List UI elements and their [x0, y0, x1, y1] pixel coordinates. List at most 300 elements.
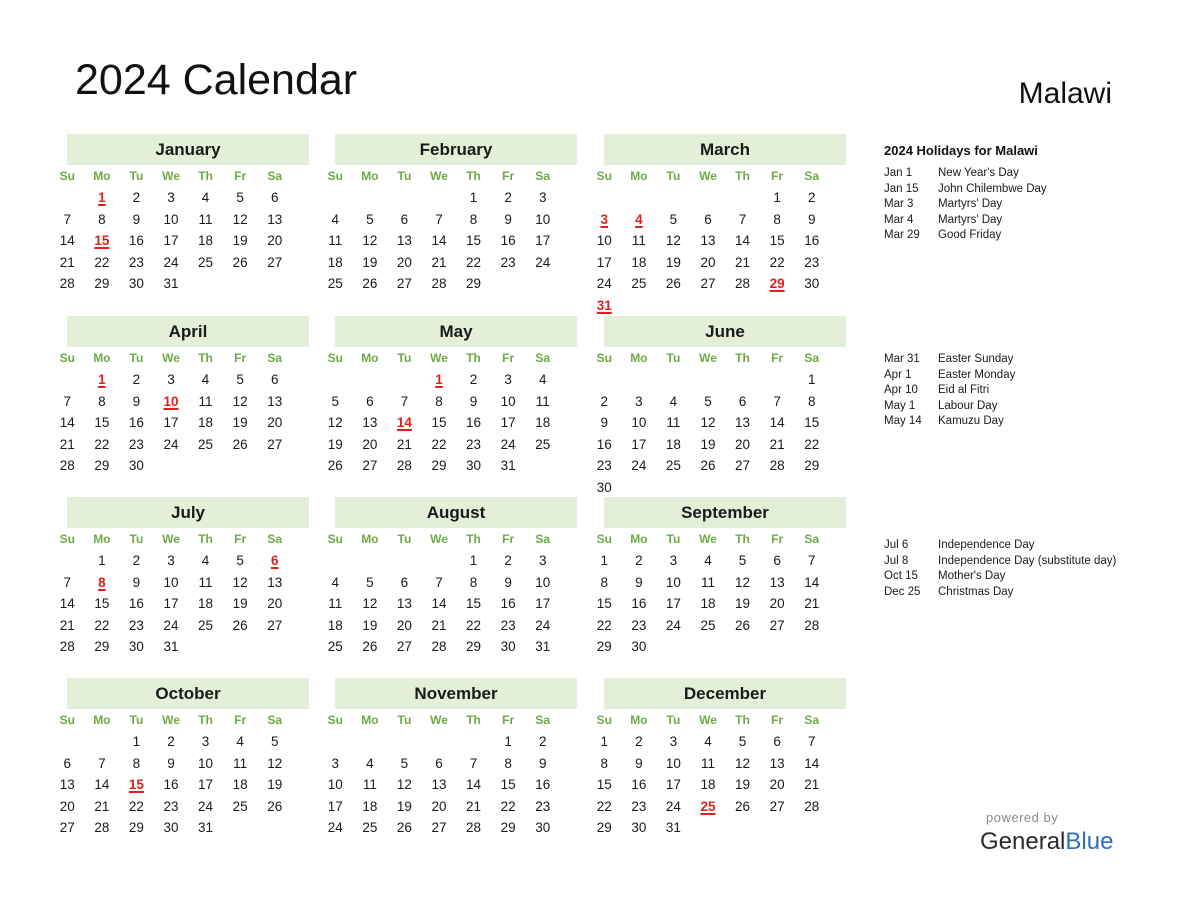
day-cell: 18	[327, 254, 343, 270]
day-cell: 9	[635, 574, 643, 590]
day-cell: 19	[735, 596, 751, 612]
weekday-label: Su	[327, 532, 343, 546]
day-cell: 7	[63, 574, 72, 590]
weekday-label: Fr	[502, 169, 515, 183]
weekday-label: We	[430, 169, 448, 183]
day-cell: 4	[236, 734, 244, 749]
holiday-name: Christmas Day	[938, 585, 1014, 598]
weekday-label: Th	[198, 713, 213, 727]
day-cell: 15	[500, 777, 516, 793]
weekday-label: Su	[59, 532, 75, 546]
day-cell: 12	[232, 393, 248, 409]
holiday-entry	[884, 538, 1164, 554]
weekday-label: Fr	[502, 713, 515, 727]
day-cell: 17	[163, 596, 179, 612]
day-cell: 14	[431, 596, 447, 612]
day-cell: 8	[504, 755, 512, 771]
holiday-name: New Year's Day	[938, 167, 1019, 179]
month-header: April	[67, 316, 309, 347]
day-cell: 27	[769, 617, 785, 633]
month-header: December	[604, 678, 846, 709]
empty-cell	[760, 369, 795, 391]
day-cell: 11	[198, 393, 213, 409]
empty-cell	[691, 369, 726, 391]
holiday-entry	[884, 368, 1164, 384]
day-cell: 2	[600, 393, 609, 409]
day-cell: 1	[504, 734, 512, 749]
weekday-label: Mo	[630, 169, 648, 183]
day-cell: 2	[504, 553, 512, 568]
month-november	[327, 678, 577, 839]
day-cell: 7	[400, 393, 409, 409]
day-cell: 5	[270, 734, 279, 749]
holiday-entry	[884, 213, 1164, 229]
empty-cell	[85, 731, 120, 753]
day-cell: 27	[267, 436, 283, 452]
weekday-label: We	[162, 351, 180, 365]
day-cell: 9	[132, 574, 141, 590]
day-cell: 8	[807, 393, 816, 409]
empty-cell	[691, 187, 726, 209]
day-cell: 11	[198, 211, 213, 227]
day-cell: 23	[500, 254, 516, 270]
holiday-name: Easter Sunday	[938, 353, 1014, 365]
day-cell: 20	[700, 254, 716, 270]
day-cell: 10	[665, 755, 681, 771]
holiday-date: May 14	[884, 415, 922, 428]
day-cell: 24	[163, 617, 179, 633]
weekday-label: Su	[596, 532, 612, 546]
weekday-header	[318, 709, 560, 731]
day-cell: 28	[769, 458, 785, 474]
day-cell: 30	[804, 276, 820, 292]
day-cell: 15	[596, 596, 612, 612]
day-cell: 13	[267, 574, 283, 590]
day-cell: 20	[769, 596, 785, 612]
day-cell: 3	[167, 372, 175, 387]
weekday-label: Su	[327, 713, 343, 727]
day-cell: 8	[773, 211, 781, 227]
day-cell: 29	[431, 458, 447, 474]
weekday-label: Su	[596, 713, 612, 727]
month-july	[59, 497, 309, 658]
holiday-date: May 1	[884, 399, 916, 412]
day-cell: 13	[769, 574, 785, 590]
empty-cell	[422, 550, 457, 572]
holiday-day-cell: 10	[163, 393, 179, 409]
day-cell: 25	[232, 798, 248, 814]
day-cell: 29	[466, 276, 482, 292]
day-cell: 16	[500, 596, 516, 612]
day-cell: 25	[327, 276, 343, 292]
day-cell: 19	[362, 254, 378, 270]
holiday-entry	[884, 182, 1164, 198]
day-cell: 14	[59, 596, 75, 612]
day-cell: 28	[804, 798, 820, 814]
weekday-label: Su	[596, 351, 612, 365]
day-cell: 12	[735, 755, 751, 771]
day-cell: 15	[466, 233, 482, 249]
empty-cell	[318, 369, 353, 391]
holiday-day-cell: 6	[270, 553, 279, 568]
weekday-label: Mo	[361, 713, 379, 727]
day-cell: 22	[431, 436, 447, 452]
day-cell: 8	[132, 755, 141, 771]
month-header: August	[335, 497, 577, 528]
day-cell: 29	[596, 639, 612, 655]
month-may	[327, 316, 577, 477]
holiday-date: Jul 6	[884, 539, 909, 551]
day-cell: 13	[362, 415, 378, 431]
day-cell: 14	[735, 233, 751, 249]
empty-cell	[50, 187, 85, 209]
brand-part-1: General	[980, 828, 1066, 855]
day-cell: 4	[669, 393, 678, 409]
day-cell: 1	[807, 372, 816, 387]
day-cell: 24	[665, 617, 681, 633]
day-cell: 1	[773, 190, 781, 205]
holiday-date: Dec 25	[884, 585, 921, 598]
day-cell: 4	[201, 553, 210, 568]
day-cell: 31	[163, 276, 179, 292]
day-cell: 27	[396, 639, 412, 655]
day-cell: 7	[807, 553, 816, 568]
empty-cell	[622, 369, 657, 391]
holiday-day-cell: 8	[98, 574, 106, 590]
day-cell: 17	[500, 415, 516, 431]
weekday-label: Sa	[804, 169, 820, 183]
day-grid	[50, 731, 292, 839]
holiday-entry	[884, 197, 1164, 213]
weekday-header	[318, 347, 560, 369]
day-cell: 6	[773, 734, 781, 749]
month-header: January	[67, 134, 309, 165]
empty-cell	[387, 369, 422, 391]
day-cell: 23	[631, 617, 647, 633]
holiday-date: Oct 15	[884, 570, 918, 583]
day-cell: 15	[804, 415, 820, 431]
day-cell: 6	[773, 553, 781, 568]
day-cell: 27	[769, 798, 785, 814]
day-cell: 3	[669, 734, 678, 749]
day-cell: 9	[600, 415, 609, 431]
weekday-label: Fr	[502, 532, 515, 546]
day-cell: 28	[735, 276, 751, 292]
empty-cell	[353, 187, 388, 209]
day-cell: 31	[535, 639, 551, 655]
day-cell: 7	[807, 734, 816, 749]
day-cell: 15	[94, 415, 110, 431]
day-cell: 28	[431, 639, 447, 655]
weekday-label: Sa	[535, 713, 551, 727]
weekday-label: We	[430, 713, 448, 727]
day-cell: 18	[700, 777, 716, 793]
day-cell: 9	[635, 755, 643, 771]
day-cell: 7	[469, 755, 478, 771]
day-cell: 29	[128, 820, 144, 836]
day-cell: 22	[128, 798, 144, 814]
day-cell: 11	[700, 755, 715, 771]
day-grid	[587, 550, 829, 658]
day-cell: 30	[163, 820, 179, 836]
day-cell: 14	[59, 233, 75, 249]
holiday-name: Martyrs' Day	[938, 198, 1003, 211]
holiday-day-cell: 31	[596, 297, 612, 313]
day-cell: 5	[236, 190, 244, 205]
holiday-date: Apr 10	[884, 384, 918, 397]
day-cell: 1	[600, 553, 609, 568]
month-header: June	[604, 316, 846, 347]
day-cell: 27	[59, 820, 75, 836]
day-cell: 10	[535, 574, 551, 590]
day-cell: 10	[535, 211, 551, 227]
day-cell: 5	[236, 372, 244, 387]
day-cell: 22	[94, 436, 110, 452]
day-cell: 27	[700, 276, 716, 292]
day-grid	[587, 369, 829, 499]
month-february	[327, 134, 577, 295]
weekday-header	[50, 347, 292, 369]
day-cell: 6	[270, 372, 279, 387]
empty-cell	[318, 550, 353, 572]
day-cell: 20	[59, 798, 75, 814]
weekday-label: Mo	[93, 169, 111, 183]
day-cell: 29	[94, 458, 110, 474]
day-cell: 6	[400, 211, 409, 227]
day-cell: 8	[98, 211, 106, 227]
holiday-day-cell: 14	[396, 415, 412, 431]
day-cell: 19	[396, 798, 412, 814]
day-cell: 24	[665, 798, 681, 814]
day-cell: 13	[267, 211, 283, 227]
day-cell: 24	[198, 798, 214, 814]
day-cell: 1	[469, 553, 478, 568]
day-cell: 7	[98, 755, 106, 771]
day-cell: 2	[635, 734, 643, 749]
day-cell: 23	[596, 458, 612, 474]
day-cell: 16	[631, 596, 647, 612]
holiday-entry	[884, 399, 1164, 415]
weekday-label: Th	[466, 532, 481, 546]
day-cell: 18	[327, 617, 343, 633]
day-cell: 26	[362, 276, 378, 292]
day-cell: 16	[804, 233, 820, 249]
day-cell: 3	[167, 190, 175, 205]
day-cell: 10	[631, 415, 647, 431]
holiday-entry	[884, 414, 1164, 430]
empty-cell	[353, 731, 388, 753]
holiday-day-cell: 15	[128, 777, 144, 793]
month-header: September	[604, 497, 846, 528]
day-cell: 8	[435, 393, 443, 409]
day-cell: 3	[669, 553, 678, 568]
empty-cell	[622, 187, 657, 209]
holiday-list-q1	[884, 166, 1164, 244]
day-cell: 17	[535, 233, 551, 249]
weekday-label: We	[162, 169, 180, 183]
day-cell: 11	[328, 233, 343, 249]
country-name: Malawi	[1018, 77, 1112, 110]
day-cell: 6	[738, 393, 747, 409]
day-cell: 25	[198, 617, 214, 633]
weekday-header	[50, 165, 292, 187]
empty-cell	[387, 187, 422, 209]
day-cell: 20	[267, 596, 283, 612]
day-cell: 28	[59, 458, 75, 474]
day-cell: 26	[267, 798, 283, 814]
holiday-name: Eid al Fitri	[938, 384, 990, 397]
weekday-label: Su	[59, 351, 75, 365]
holiday-entry	[884, 352, 1164, 368]
day-cell: 1	[132, 734, 141, 749]
day-cell: 29	[500, 820, 516, 836]
day-cell: 13	[700, 233, 716, 249]
day-grid	[587, 187, 829, 317]
holiday-date: Jul 8	[884, 554, 909, 567]
day-cell: 30	[128, 639, 144, 655]
day-cell: 14	[804, 574, 820, 590]
day-cell: 16	[128, 233, 144, 249]
weekday-header	[587, 528, 829, 550]
weekday-label: Tu	[129, 351, 144, 365]
day-cell: 10	[500, 393, 516, 409]
month-header: May	[335, 316, 577, 347]
day-cell: 16	[128, 596, 144, 612]
month-april	[59, 316, 309, 477]
empty-cell	[587, 369, 622, 391]
day-cell: 16	[466, 415, 482, 431]
weekday-label: Tu	[397, 169, 412, 183]
day-cell: 12	[735, 574, 751, 590]
day-cell: 10	[163, 211, 179, 227]
day-cell: 25	[535, 436, 551, 452]
holiday-entry	[884, 383, 1164, 399]
day-cell: 12	[665, 233, 681, 249]
day-cell: 28	[59, 639, 75, 655]
month-header: July	[67, 497, 309, 528]
holiday-date: Apr 1	[884, 368, 912, 381]
month-header: November	[335, 678, 577, 709]
day-cell: 7	[435, 574, 443, 590]
day-grid	[318, 187, 560, 295]
day-cell: 16	[535, 777, 551, 793]
day-cell: 13	[59, 777, 75, 793]
weekday-label: Sa	[267, 532, 283, 546]
month-december	[596, 678, 846, 839]
day-cell: 27	[396, 276, 412, 292]
day-cell: 9	[469, 393, 478, 409]
day-cell: 25	[198, 254, 214, 270]
day-cell: 23	[466, 436, 482, 452]
day-cell: 27	[362, 458, 378, 474]
weekday-label: Mo	[630, 351, 648, 365]
day-cell: 31	[163, 639, 179, 655]
weekday-label: Fr	[234, 169, 247, 183]
holiday-list-q3	[884, 538, 1164, 600]
day-cell: 22	[596, 617, 612, 633]
holiday-date: Jan 1	[884, 167, 913, 179]
weekday-label: Mo	[630, 532, 648, 546]
day-cell: 8	[600, 755, 609, 771]
day-cell: 23	[128, 436, 144, 452]
month-august	[327, 497, 577, 658]
day-cell: 19	[362, 617, 378, 633]
day-cell: 15	[769, 233, 785, 249]
day-grid	[587, 731, 829, 839]
weekday-label: Mo	[361, 351, 379, 365]
day-cell: 20	[267, 415, 283, 431]
day-cell: 2	[538, 734, 547, 749]
day-cell: 14	[59, 415, 75, 431]
day-cell: 22	[500, 798, 516, 814]
day-cell: 29	[94, 639, 110, 655]
holiday-entry	[884, 585, 1164, 601]
day-cell: 26	[232, 617, 248, 633]
day-cell: 18	[535, 415, 551, 431]
day-cell: 18	[232, 777, 248, 793]
day-cell: 28	[804, 617, 820, 633]
day-cell: 2	[807, 190, 816, 205]
day-cell: 24	[535, 254, 551, 270]
day-cell: 6	[704, 211, 712, 227]
day-cell: 11	[631, 233, 646, 249]
day-cell: 21	[431, 254, 447, 270]
day-cell: 19	[700, 436, 716, 452]
weekday-label: Sa	[267, 351, 283, 365]
day-cell: 21	[804, 777, 820, 793]
weekday-label: Sa	[804, 351, 820, 365]
day-cell: 11	[233, 755, 248, 771]
day-cell: 19	[735, 777, 751, 793]
month-march	[596, 134, 846, 317]
day-cell: 7	[773, 393, 781, 409]
day-cell: 14	[804, 755, 820, 771]
day-cell: 4	[201, 190, 210, 205]
day-cell: 9	[132, 211, 141, 227]
month-june	[596, 316, 846, 499]
day-cell: 30	[128, 458, 144, 474]
day-cell: 3	[538, 190, 547, 205]
holiday-date: Mar 4	[884, 213, 914, 226]
weekday-label: Tu	[397, 532, 412, 546]
day-cell: 8	[98, 393, 106, 409]
weekday-label: Tu	[129, 532, 144, 546]
day-grid	[50, 369, 292, 477]
holiday-entry	[884, 228, 1164, 244]
day-cell: 17	[631, 436, 647, 452]
empty-cell	[353, 550, 388, 572]
day-cell: 17	[327, 798, 343, 814]
day-cell: 24	[631, 458, 647, 474]
day-cell: 26	[327, 458, 343, 474]
day-cell: 31	[500, 458, 516, 474]
day-cell: 6	[435, 755, 443, 771]
day-cell: 4	[366, 755, 374, 771]
day-cell: 25	[631, 276, 647, 292]
day-cell: 9	[132, 393, 141, 409]
day-cell: 8	[469, 574, 478, 590]
day-cell: 11	[700, 574, 715, 590]
day-cell: 19	[665, 254, 681, 270]
day-grid	[318, 369, 560, 477]
day-cell: 17	[596, 254, 612, 270]
weekday-label: Mo	[93, 351, 111, 365]
day-cell: 22	[466, 254, 482, 270]
weekday-header	[318, 165, 560, 187]
day-cell: 5	[236, 553, 244, 568]
day-cell: 19	[232, 596, 248, 612]
day-cell: 27	[735, 458, 751, 474]
